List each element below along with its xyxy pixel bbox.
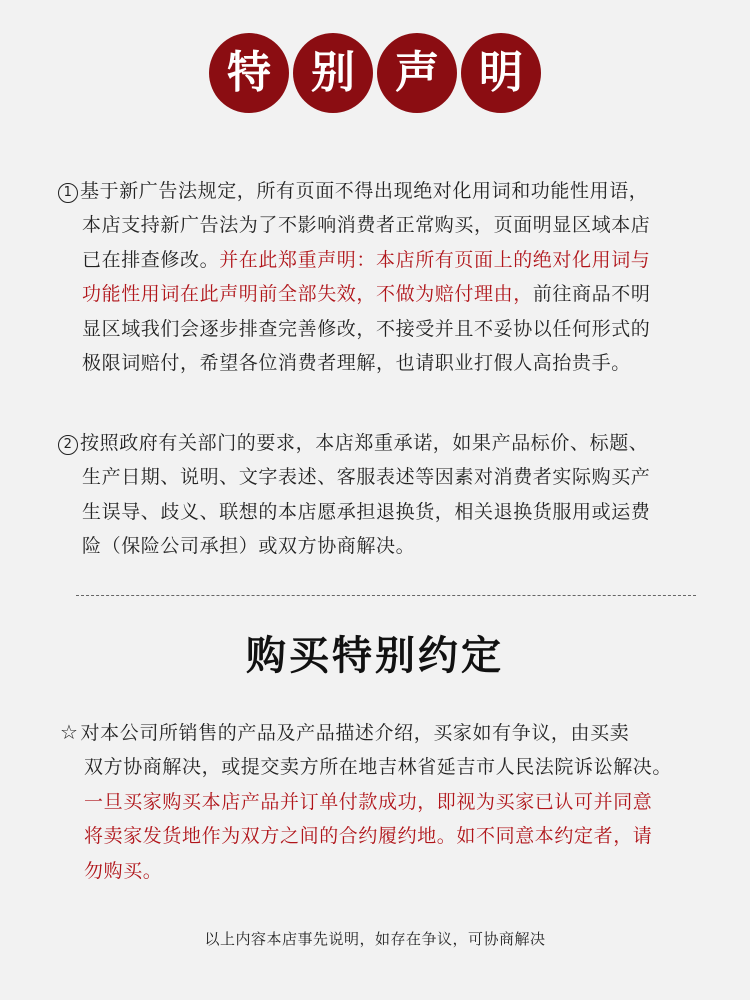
dashed-divider [76,595,696,596]
paragraph-line [60,715,710,750]
paragraph-text: 按照政府有关部门的要求，本店郑重承诺，如果产品标价、标题、 [80,432,649,454]
circled-number-1: 1 [58,183,78,203]
paragraph-text: 已在排查修改。 [82,248,220,271]
paragraph-line: 显区域我们会逐步排查完善修改，不接受并且不妥协以任何形式的 [82,317,651,340]
paragraph-line [58,174,708,208]
title-char-circle: 别 [293,33,373,113]
paragraph-line [58,426,708,460]
highlighted-text: 并在此郑重声明：本店所有页面上的绝对化用词与 [219,248,651,271]
paragraph-line: 双方协商解决，或提交卖方所在地吉林省延吉市人民法院诉讼解决。 [84,756,673,779]
paragraph-line: 生产日期、说明、文字表述、客服表述等因素对消费者实际购买产 [82,466,651,489]
paragraph-line: 极限词赔付，希望各位消费者理解，也请职业打假人高抬贵手。 [82,352,631,375]
star-icon: ☆ [60,720,79,744]
paragraph-line [58,243,708,277]
statement-paragraph-1 [58,174,708,380]
section-heading: 购买特别约定 [246,633,504,679]
highlighted-line: 将卖家发货地作为双方之间的合约履约地。如不同意本约定者，请 [84,825,653,848]
highlighted-text: 功能性用词在此声明前全部失效，不做为赔付理由， [82,283,533,306]
title-char-circle: 特 [209,33,289,113]
title-char-circle: 明 [461,33,541,113]
title-banner [0,33,750,113]
circled-number-2: 2 [58,435,78,455]
title-char-circle: 声 [377,33,457,113]
purchase-agreement-paragraph [60,715,710,888]
paragraph-text: 对本公司所销售的产品及产品描述介绍，买家如有争议，由买卖 [80,722,630,744]
paragraph-text: 前往商品不明 [532,283,651,306]
paragraph-line: 险（保险公司承担）或双方协商解决。 [82,535,416,558]
statement-paragraph-2 [58,426,708,564]
highlighted-line: 一旦买家购买本店产品并订单付款成功，即视为买家已认可并同意 [84,790,653,813]
footer-note: 以上内容本店事先说明，如存在争议，可协商解决 [204,930,546,948]
highlighted-line: 勿购买。 [84,859,163,882]
paragraph-line: 生误导、歧义、联想的本店愿承担退换货，相关退换货服用或运费 [82,500,651,523]
paragraph-text: 基于新广告法规定，所有页面不得出现绝对化用词和功能性用语， [80,180,649,202]
paragraph-line: 本店支持新广告法为了不影响消费者正常购买，页面明显区域本店 [82,214,651,237]
paragraph-line [58,277,708,311]
